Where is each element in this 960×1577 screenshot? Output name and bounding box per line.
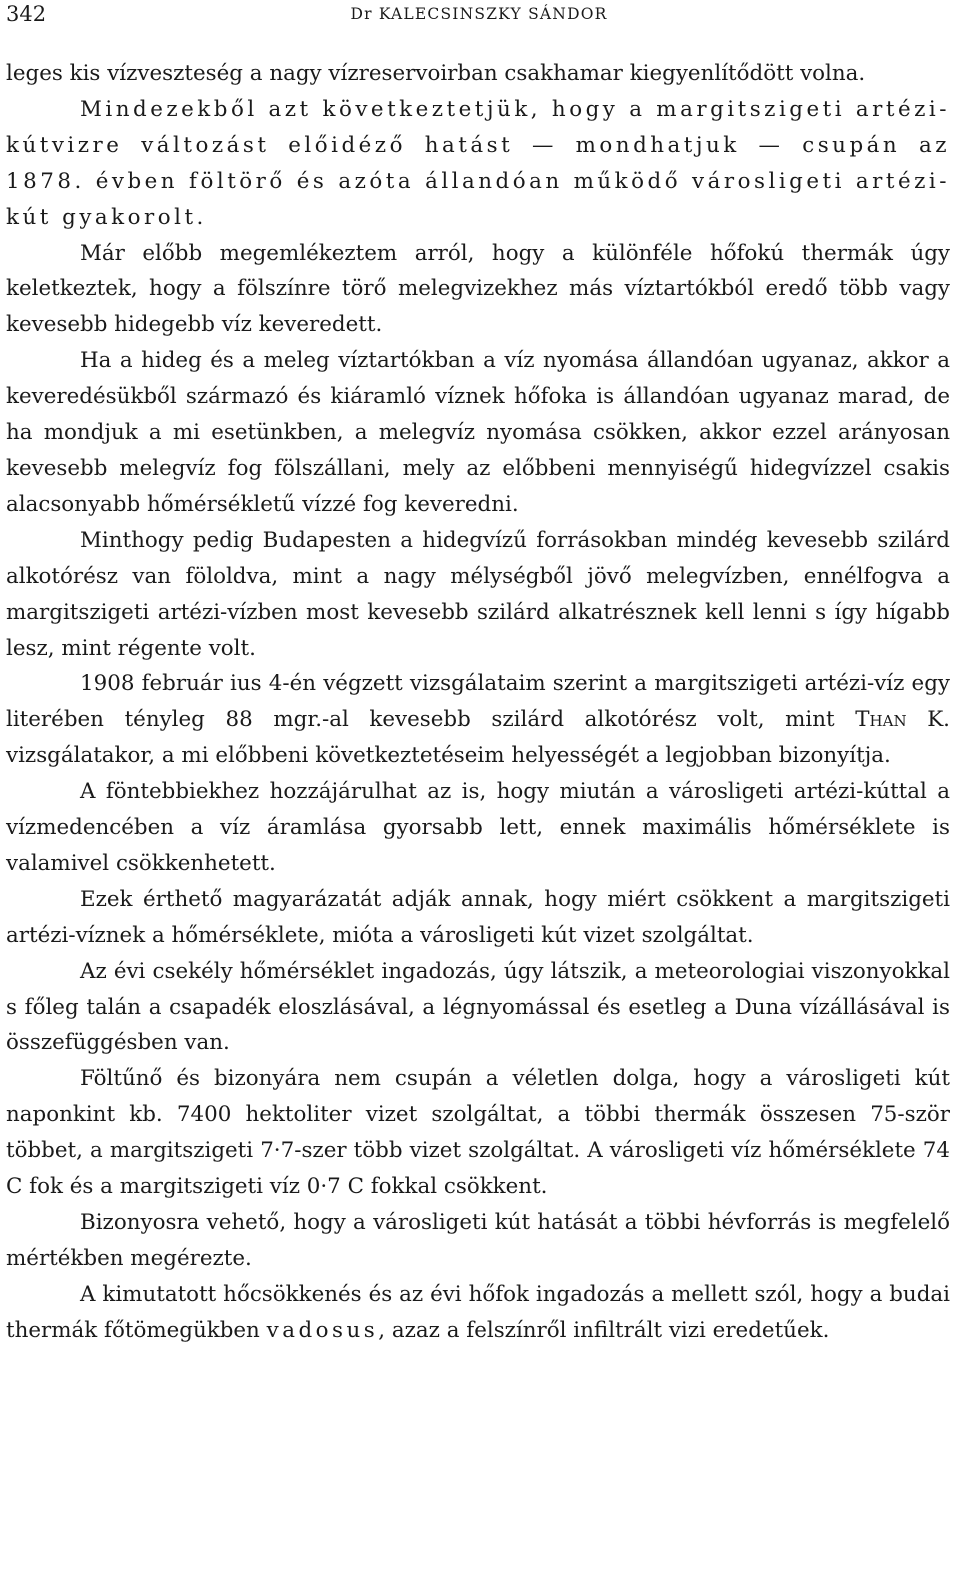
spaced-emphasis-text: Mindezekből azt következtetjük, hogy a margitszigeti artézi-kútvizre változást előidéző hatást — mondhatjuk — csupán az 1878. évben föltörő és azóta állandóan működő városligeti artézi-kút gyakorolt. [6,96,950,230]
paragraph-9: Az évi csekély hőmérséklet ingadozás, úgy látszik, a meteorologiai viszonyokkal s főleg talán a csapadék eloszlásával, a légnyomással és esetleg a Duna vízállásával is összefüggésben van. [6,958,950,1056]
paragraph-1: leges kis vízveszteség a nagy vízreservoirban csakhamar kiegyenlítődött volna. [6,61,866,86]
paragraph-6-text-before: 1908 február ius 4-én végzett vizsgálataim szerint a margitszigeti artézi-víz egy literében tényleg 88 mgr.-al kevesebb szilárd alkotórész volt, mint [6,671,950,733]
body-text [6,56,950,1349]
paragraph-6-text-after: K. vizsgálatakor, a mi előbbeni következtetéseim helyességét a legjobban bizonyítja. [6,707,950,769]
page-number: 342 [6,2,47,26]
paragraph-8: Ezek érthető magyarázatát adják annak, hogy miért csökkent a margitszigeti artézi-víznek a hőmérséklete, mióta a városligeti kút vizet szolgáltat. [6,886,950,948]
paragraph-10: Föltűnő és bizonyára nem csupán a véletlen dolga, hogy a városligeti kút naponkint kb. 7400 hektoliter vizet szolgáltat, a többi thermák összesen 75-ször többet, a margitszigeti 7·7-szer több vizet szolgáltat. A városligeti víz hőmérséklete 74 C fok és a margitszigeti víz 0·7 C fokkal csökkent. [6,1066,950,1200]
paragraph-11: Bizonyosra vehető, hogy a városligeti kút hatását a többi hévforrás is megfelelő mértékben megérezte. [6,1210,950,1271]
paragraph-12 [6,1277,950,1349]
page-header [6,2,952,26]
paragraph-2 [6,92,950,236]
paragraph-4: Ha a hideg és a meleg víztartókban a víz nyomása állandóan ugyanaz, akkor a keveredésükből származó és kiáramló víznek hőfoka is állandóan ugyanaz marad, de ha mondjuk a mi esetünkben, a melegvíz nyomása csökken, akkor ezzel arányosan kevesebb melegvíz fog fölszállani, mely az előbbeni mennyiségű hidegvízzel csakis alacsonyabb hőmérsékletű vízzé fog keveredni. [6,348,950,517]
paragraph-12-text-after: , azaz a felszínről infiltrált vizi eredetűek. [378,1317,830,1343]
paragraph-6 [6,666,950,774]
running-head: Dr KALECSINSZKY SÁNDOR [350,5,608,23]
emphasis-vadosus: vadosus [266,1317,379,1343]
paragraph-12-text-before: A kimutatott hőcsökkenés és az évi hőfok ingadozás a mellett szól, hogy a budai thermák főtömegükben [6,1281,950,1343]
paragraph-3: Már előbb megemlékeztem arról, hogy a különféle hőfokú thermák úgy keletkeztek, hogy a fölszínre törő melegvizekhez más víztartókból eredő több vagy kevesebb hidegebb víz keveredett. [6,240,950,338]
paragraph-5: Minthogy pedig Budapesten a hidegvízű forrásokban mindég kevesebb szilárd alkotórész van föloldva, mint a nagy mélységből jövő melegvízben, ennélfogva a margitszigeti artézi-vízben most kevesebb szilárd alkatrésznek kell lenni s így hígabb lesz, mint régente volt. [6,527,950,661]
paragraph-7: A föntebbiekhez hozzájárulhat az is, hogy miután a városligeti artézi-kúttal a vízmedencében a víz áramlása gyorsabb lett, ennek maximális hőmérséklete is valamivel csökkenhetett. [6,779,950,876]
author-name-than: Than [855,707,907,733]
